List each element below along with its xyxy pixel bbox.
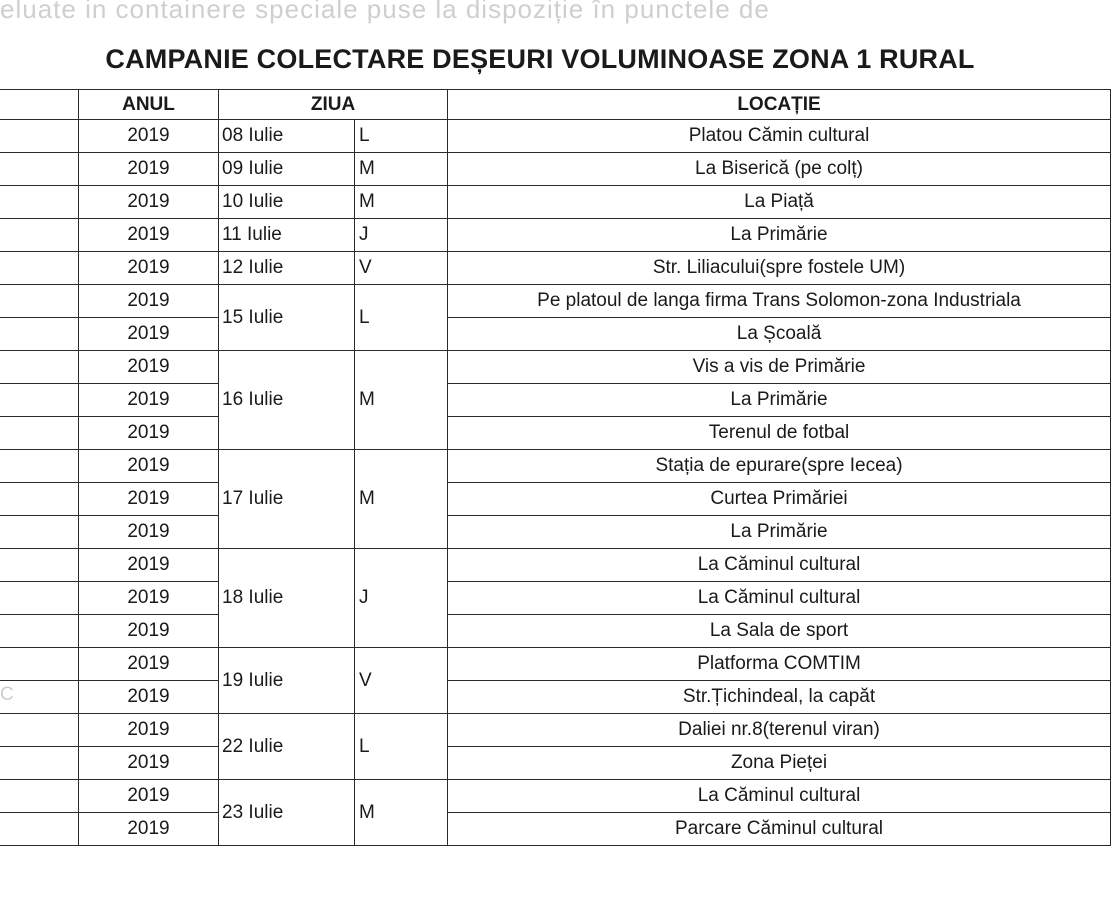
table-row [0,417,1111,450]
blank-cell [0,417,79,450]
location-cell: La Biserică (pe colț) [448,153,1111,186]
table-row [0,351,1111,384]
blank-cell [0,813,79,846]
blank-cell [0,384,79,417]
year-cell: 2019 [79,219,219,252]
header-day: ZIUA [219,90,448,120]
blank-cell [0,483,79,516]
blank-cell [0,153,79,186]
year-cell: 2019 [79,747,219,780]
date-cell: 09 Iulie [219,153,355,186]
table-row [0,219,1111,252]
date-cell: 17 Iulie [219,450,355,549]
background-text-line: eluate in containere speciale puse la dispoziție în punctele de [0,0,770,24]
location-cell: Str. Liliacului(spre fostele UM) [448,252,1111,285]
header-location: LOCAȚIE [448,90,1111,120]
weekday-cell: J [355,549,448,648]
year-cell: 2019 [79,384,219,417]
table-row [0,483,1111,516]
location-cell: Str.Țichindeal, la capăt [448,681,1111,714]
date-cell: 10 Iulie [219,186,355,219]
location-cell: La Primărie [448,384,1111,417]
location-cell: Zona Pieței [448,747,1111,780]
location-cell: Pe platoul de langa firma Trans Solomon-zona Industriala [448,285,1111,318]
blank-cell [0,780,79,813]
table-row [0,120,1111,153]
weekday-cell: M [355,351,448,450]
blank-cell [0,186,79,219]
date-cell: 19 Iulie [219,648,355,714]
blank-cell [0,318,79,351]
year-cell: 2019 [79,120,219,153]
table-row [0,186,1111,219]
location-cell: La Școală [448,318,1111,351]
table-row [0,153,1111,186]
weekday-cell: L [355,714,448,780]
location-cell: Curtea Primăriei [448,483,1111,516]
date-cell: 11 Iulie [219,219,355,252]
header-year: ANUL [79,90,219,120]
year-cell: 2019 [79,516,219,549]
weekday-cell: M [355,153,448,186]
location-cell: Terenul de fotbal [448,417,1111,450]
page-title: CAMPANIE COLECTARE DEȘEURI VOLUMINOASE ZONA 1 RURAL [105,44,975,74]
table-row [0,549,1111,582]
year-cell: 2019 [79,582,219,615]
weekday-cell: J [355,219,448,252]
year-cell: 2019 [79,351,219,384]
table-row [0,252,1111,285]
table-row [0,285,1111,318]
table-row [0,582,1111,615]
blank-cell [0,549,79,582]
table-row [0,615,1111,648]
date-cell: 22 Iulie [219,714,355,780]
location-cell: La Primărie [448,516,1111,549]
location-cell: La Piață [448,186,1111,219]
table-row [0,813,1111,846]
date-cell: 08 Iulie [219,120,355,153]
year-cell: 2019 [79,186,219,219]
schedule-body [0,120,1111,846]
weekday-cell: V [355,252,448,285]
date-cell: 18 Iulie [219,549,355,648]
blank-cell [0,714,79,747]
header-blank [0,90,79,120]
location-cell: Daliei nr.8(terenul viran) [448,714,1111,747]
table-row [0,516,1111,549]
date-cell: 15 Iulie [219,285,355,351]
blank-cell [0,450,79,483]
location-cell: Stația de epurare(spre Iecea) [448,450,1111,483]
table-row [0,648,1111,681]
blank-cell [0,219,79,252]
year-cell: 2019 [79,285,219,318]
blank-cell [0,516,79,549]
table-row [0,747,1111,780]
table-row [0,681,1111,714]
blank-cell [0,747,79,780]
location-cell: Platforma COMTIM [448,648,1111,681]
location-cell: La Căminul cultural [448,549,1111,582]
year-cell: 2019 [79,615,219,648]
date-cell: 12 Iulie [219,252,355,285]
weekday-cell: V [355,648,448,714]
table-row [0,780,1111,813]
table-row [0,714,1111,747]
location-cell: La Primărie [448,219,1111,252]
location-cell: Platou Cămin cultural [448,120,1111,153]
weekday-cell: M [355,186,448,219]
location-cell: La Sala de sport [448,615,1111,648]
blank-cell [0,681,79,714]
year-cell: 2019 [79,483,219,516]
year-cell: 2019 [79,252,219,285]
year-cell: 2019 [79,780,219,813]
location-cell: La Căminul cultural [448,780,1111,813]
weekday-cell: L [355,120,448,153]
blank-cell [0,285,79,318]
date-cell: 16 Iulie [219,351,355,450]
year-cell: 2019 [79,648,219,681]
year-cell: 2019 [79,681,219,714]
year-cell: 2019 [79,318,219,351]
year-cell: 2019 [79,549,219,582]
blank-cell [0,252,79,285]
year-cell: 2019 [79,153,219,186]
table-row [0,450,1111,483]
location-cell: La Căminul cultural [448,582,1111,615]
year-cell: 2019 [79,813,219,846]
blank-cell [0,615,79,648]
date-cell: 23 Iulie [219,780,355,846]
blank-cell [0,648,79,681]
weekday-cell: M [355,780,448,846]
table-row [0,318,1111,351]
blank-cell [0,351,79,384]
weekday-cell: M [355,450,448,549]
weekday-cell: L [355,285,448,351]
schedule-table [0,89,1111,846]
year-cell: 2019 [79,714,219,747]
year-cell: 2019 [79,450,219,483]
location-cell: Parcare Căminul cultural [448,813,1111,846]
blank-cell [0,120,79,153]
blank-cell [0,582,79,615]
year-cell: 2019 [79,417,219,450]
table-row [0,384,1111,417]
location-cell: Vis a vis de Primărie [448,351,1111,384]
header-row [0,90,1111,120]
